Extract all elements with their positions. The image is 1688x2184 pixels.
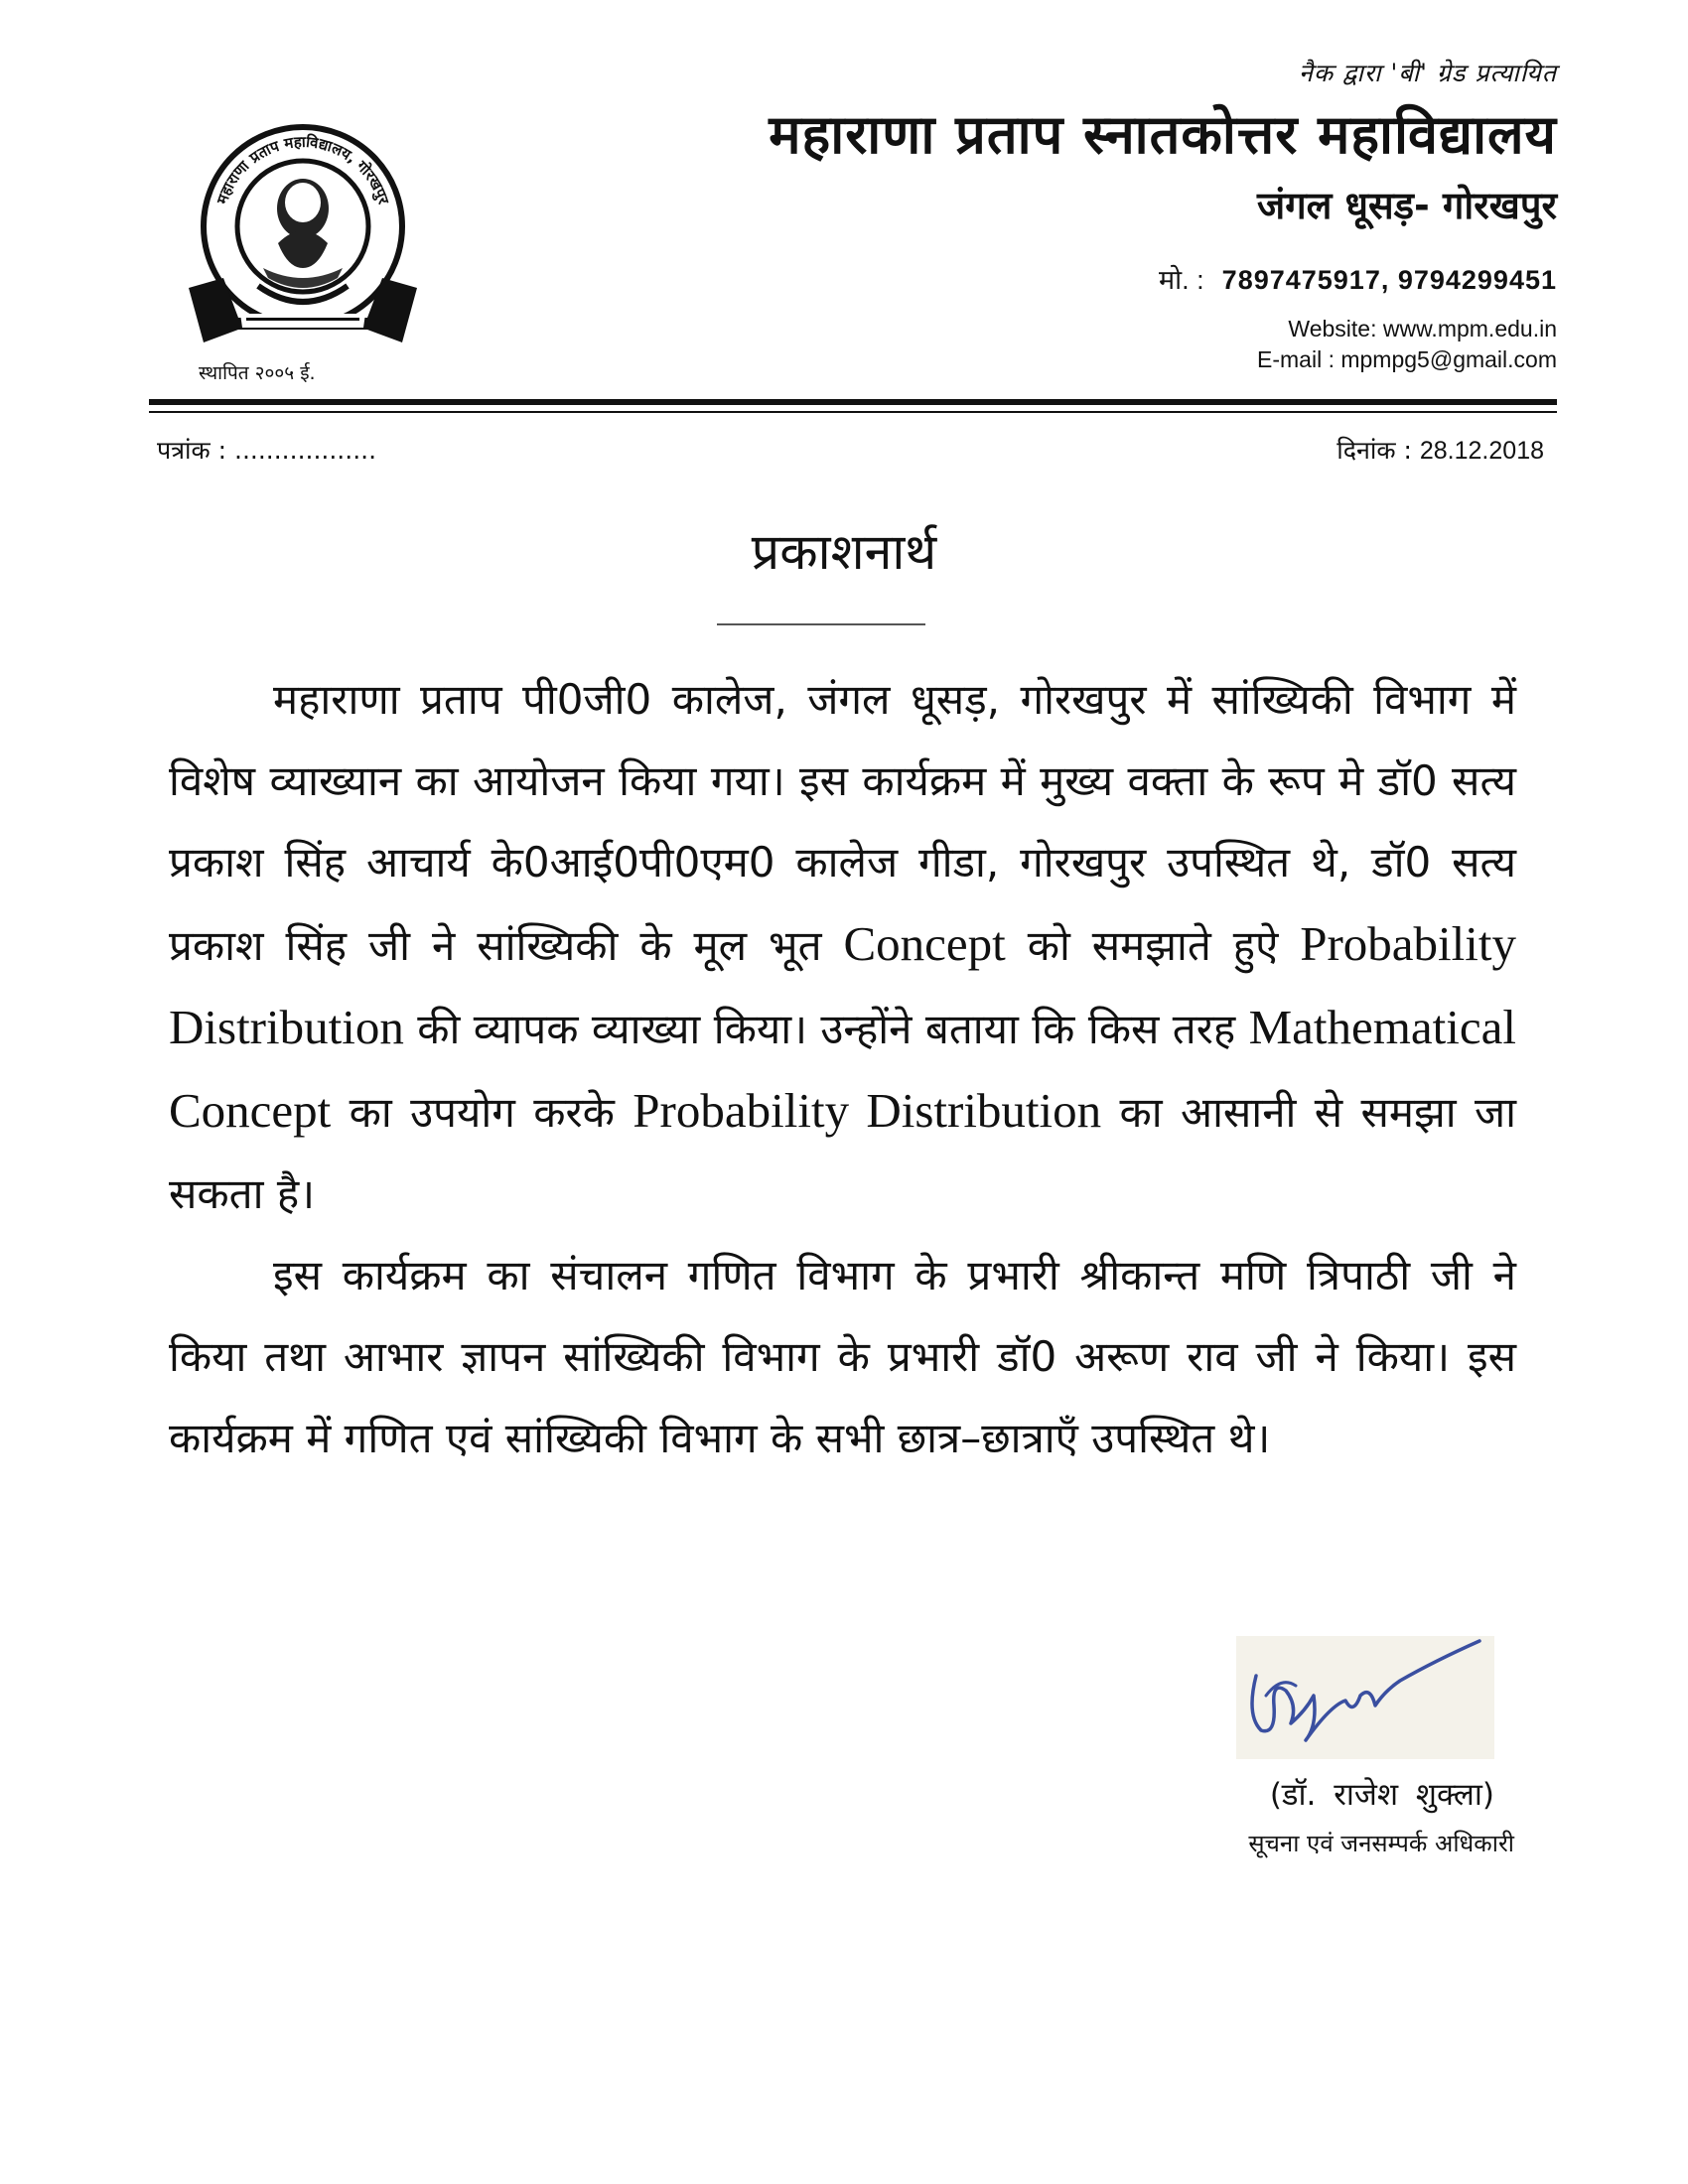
signatory-designation: सूचना एवं जनसम्पर्क अधिकारी xyxy=(1248,1830,1514,1857)
p1-text-5: का आसानी से समझा जा सकता है। xyxy=(169,1088,1516,1218)
p1-text-4: का उपयोग करके xyxy=(349,1088,615,1137)
p1-english-3: Mathematical Concept xyxy=(169,1000,1516,1138)
established-year: स्थापित २००५ ई. xyxy=(199,362,316,384)
paragraph-2: इस कार्यक्रम का संचालन गणित विभाग के प्रभारी श्रीकान्त मणि त्रिपाठी जी ने किया तथा आभार ज्ञापन सांख्यिकी विभाग के प्रभारी डॉ0 अरूण राव जी ने किया। इस कार्यक्रम में गणित एवं सांख्यिकी विभाग के सभी छात्र–छात्राएँ उपस्थित थे। xyxy=(169,1251,1516,1462)
p1-text-1: महाराणा प्रताप पी0जी0 कालेज, जंगल धूसड़, गोरखपुर में सांख्यिकी विभाग में विशेष व्याख्यान का आयोजन किया गया। इस कार्यक्रम में मुख्य वक्ता के रूप मे डॉ0 सत्य प्रकाश सिंह आचार्य के0आई0पी0एम0 कालेज गीडा, गोरखपुर उपस्थित थे, डॉ0 सत्य प्रकाश सिंह जी ने सांख्यिकी के मूल भूत xyxy=(169,675,1516,970)
seal-arc-text: महाराणा प्रताप महाविद्यालय, गोरखपुर xyxy=(212,132,393,206)
page-title: प्रकाशनार्थ xyxy=(751,523,937,581)
handwritten-signature-icon xyxy=(1236,1636,1494,1759)
p1-english-4: Probability Distribution xyxy=(633,1083,1102,1138)
phone-line xyxy=(1159,260,1557,297)
paragraph-1 xyxy=(169,659,1516,1235)
p1-text-3: की व्यापक व्याख्या किया। उन्होंने बताया कि किस तरह xyxy=(417,1005,1236,1053)
accreditation-note: नैक द्वारा 'बी' ग्रेड प्रत्यायित xyxy=(1298,59,1557,87)
reference-number: पत्रांक : .................. xyxy=(157,436,377,465)
date-value: 28.12.2018 xyxy=(1419,437,1544,465)
p1-text-2: को समझाते हुऐ xyxy=(1027,921,1279,970)
phone-label: मो. : xyxy=(1159,265,1204,295)
signature-image xyxy=(1236,1636,1494,1759)
phone-numbers: 7897475917, 9794299451 xyxy=(1221,265,1557,295)
letter-date xyxy=(1336,433,1544,467)
seal-emblem-icon xyxy=(169,119,437,357)
contact-block xyxy=(1257,314,1557,375)
p1-english-2: Probability Distribution xyxy=(169,916,1517,1054)
header-divider-thick xyxy=(149,399,1557,405)
website-link[interactable]: Website: www.mpm.edu.in xyxy=(1288,316,1557,341)
college-name: महाराणा प्रताप स्नातकोत्तर महाविद्यालय xyxy=(769,103,1557,166)
letter-body xyxy=(169,659,1516,1479)
date-label: दिनांक : xyxy=(1336,436,1412,465)
email-link[interactable]: E-mail : mpmpg5@gmail.com xyxy=(1257,346,1557,372)
college-seal xyxy=(169,119,437,397)
p1-english-1: Concept xyxy=(843,916,1006,971)
signatory-name: (डॉ. राजेश शुक्ला) xyxy=(1269,1777,1494,1813)
title-underline xyxy=(717,623,925,625)
college-location: जंगल धूसड़- गोरखपुर xyxy=(1257,184,1557,227)
header-divider-thin xyxy=(149,411,1557,413)
